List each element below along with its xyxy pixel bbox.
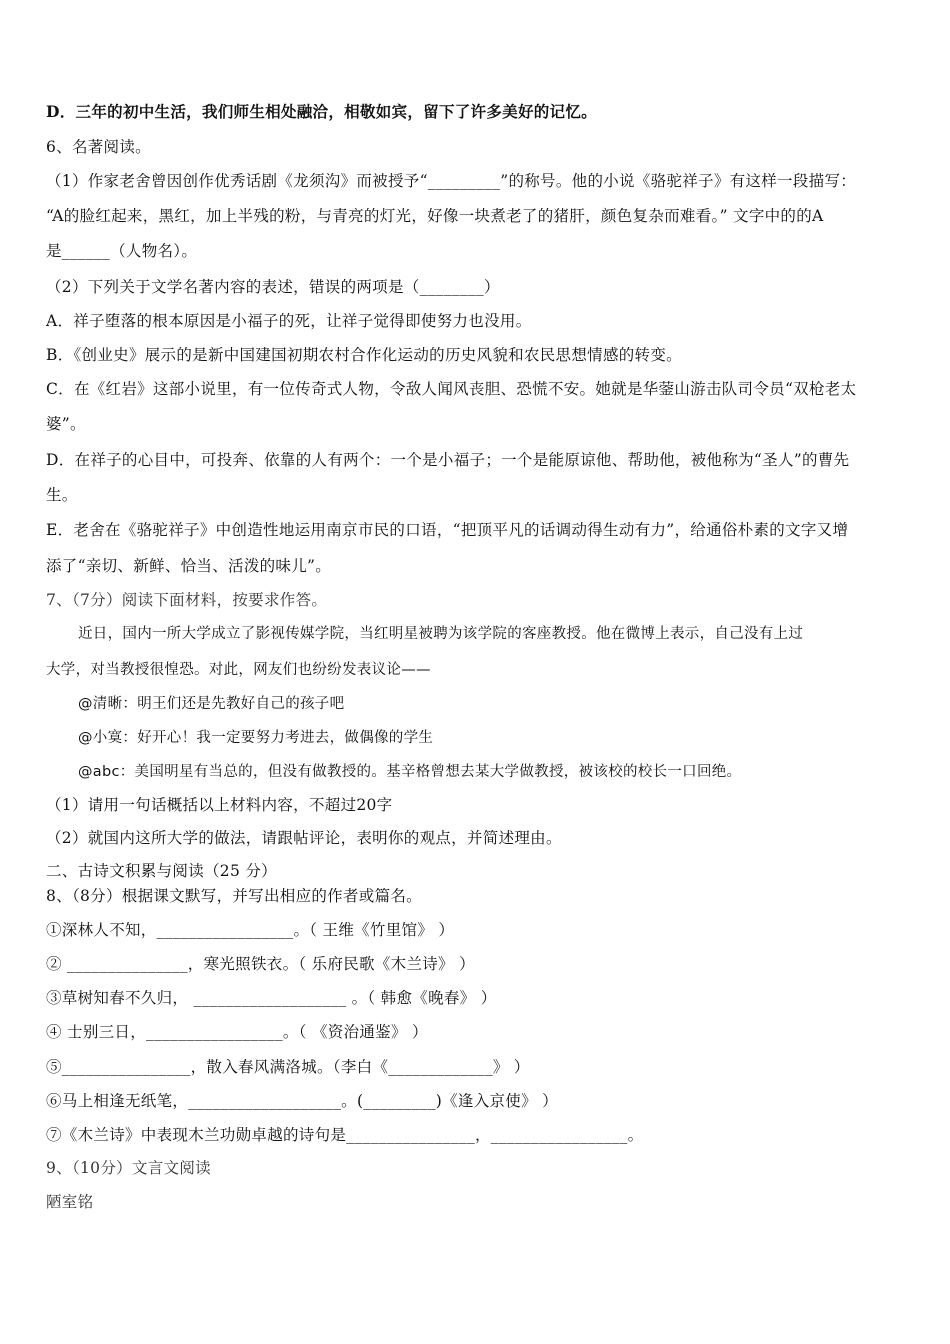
q7-comment-1: @清晰：明王们还是先教好自己的孩子吧 [78,696,345,712]
q6-part1-line3: 是______（人物名）。 [46,242,198,260]
q8-item-6: ⑥马上相逢无纸笔，___________________。(_________)《逢入京使》 ） [46,1092,558,1110]
q6-part1-line1: （1）作家老舍曾因创作优秀话剧《龙须沟》而被授予“_________”的称号。他的小说《骆驼祥子》有这样一段描写： [46,172,857,190]
q6-part1-line2: “A的脸红起来，黑红，加上半残的粉，与青亮的灯光，好像一块煮老了的猪肝，颜色复杂而难看。” 文字中的的A [46,207,824,225]
q8-item-5: ⑤________________，散入春风满洛城。（李白《_____________》 ） [46,1058,530,1076]
q7-comment-3: @abc：美国明星有当总的，但没有做教授的。基辛格曾想去某大学做教授，被该校的校长一口回绝。 [78,764,742,780]
q6-option-d-line2: 生。 [46,486,78,504]
section-2-heading: 二、古诗文积累与阅读（25 分） [46,862,277,880]
q6-option-d-line1: D．在祥子的心目中，可投奔、依靠的人有两个：一个是小福子；一个是能原谅他、帮助他，被他称为“圣人”的曹先 [46,451,850,469]
q6-option-e-line1: E．老舍在《骆驼祥子》中创造性地运用南京市民的口语，“把顶平凡的话调动得生动有力”，给通俗朴素的文字又增 [46,521,849,539]
question-7-heading: 7、（7分）阅读下面材料，按要求作答。 [46,591,328,609]
question-6-heading: 6、名著阅读。 [46,138,151,156]
q8-item-1: ①深林人不知，_________________。（ 王维《竹里馆》 ） [46,921,455,939]
q8-item-2: ② _______________，寒光照铁衣。（ 乐府民歌《木兰诗》 ） [46,955,475,973]
q6-option-e-line2: 添了“亲切、新鲜、恰当、活泼的味儿”。 [46,557,332,575]
q6-option-c-line2: 婆”。 [46,415,86,433]
q6-option-c-line1: C．在《红岩》这部小说里，有一位传奇式人物，令敌人闻风丧胆、恐慌不安。她就是华蓥山游击队司令员“双枪老太 [46,380,857,398]
question-8-heading: 8、（8分）根据课文默写，并写出相应的作者或篇名。 [46,887,422,905]
q8-item-4: ④ 士别三日，_________________。（ 《资治通鉴》 ） [46,1023,428,1041]
q7-part2: （2）就国内这所大学的做法，请跟帖评论，表明你的观点，并简述理由。 [46,829,562,847]
q6-option-b: B．《创业史》展示的是新中国建国初期农村合作化运动的历史风貌和农民思想情感的转变。 [46,346,682,364]
q7-material-line1: 近日，国内一所大学成立了影视传媒学院，当红明星被聘为该学院的客座教授。他在微博上表示，自己没有上过 [78,626,804,642]
q8-item-3: ③草树知春不久归， ___________________ 。（ 韩愈《晚春》 ） [46,989,497,1007]
passage-title: 陋室铭 [46,1193,94,1211]
text: D．三年的初中生活，我们师生相处融洽，相敬如宾，留下了许多美好的记忆。 [46,102,597,121]
q7-material-line2: 大学，对当教授很惶恐。对此，网友们也纷纷发表议论—— [46,662,431,678]
question-9-heading: 9、（10分）文言文阅读 [46,1159,211,1177]
option-d-line [46,102,597,122]
q6-part2-prompt: （2）下列关于文学名著内容的表述，错误的两项是（________） [46,278,500,296]
q7-comment-2: @小寞：好开心！我一定要努力考进去，做偶像的学生 [78,730,434,746]
q6-option-a: A．祥子堕落的根本原因是小福子的死，让祥子觉得即使努力也没用。 [46,312,532,330]
q8-item-7: ⑦《木兰诗》中表现木兰功勋卓越的诗句是________________，_________________。 [46,1126,644,1144]
q7-part1: （1）请用一句话概括以上材料内容，不超过20字 [46,796,393,814]
